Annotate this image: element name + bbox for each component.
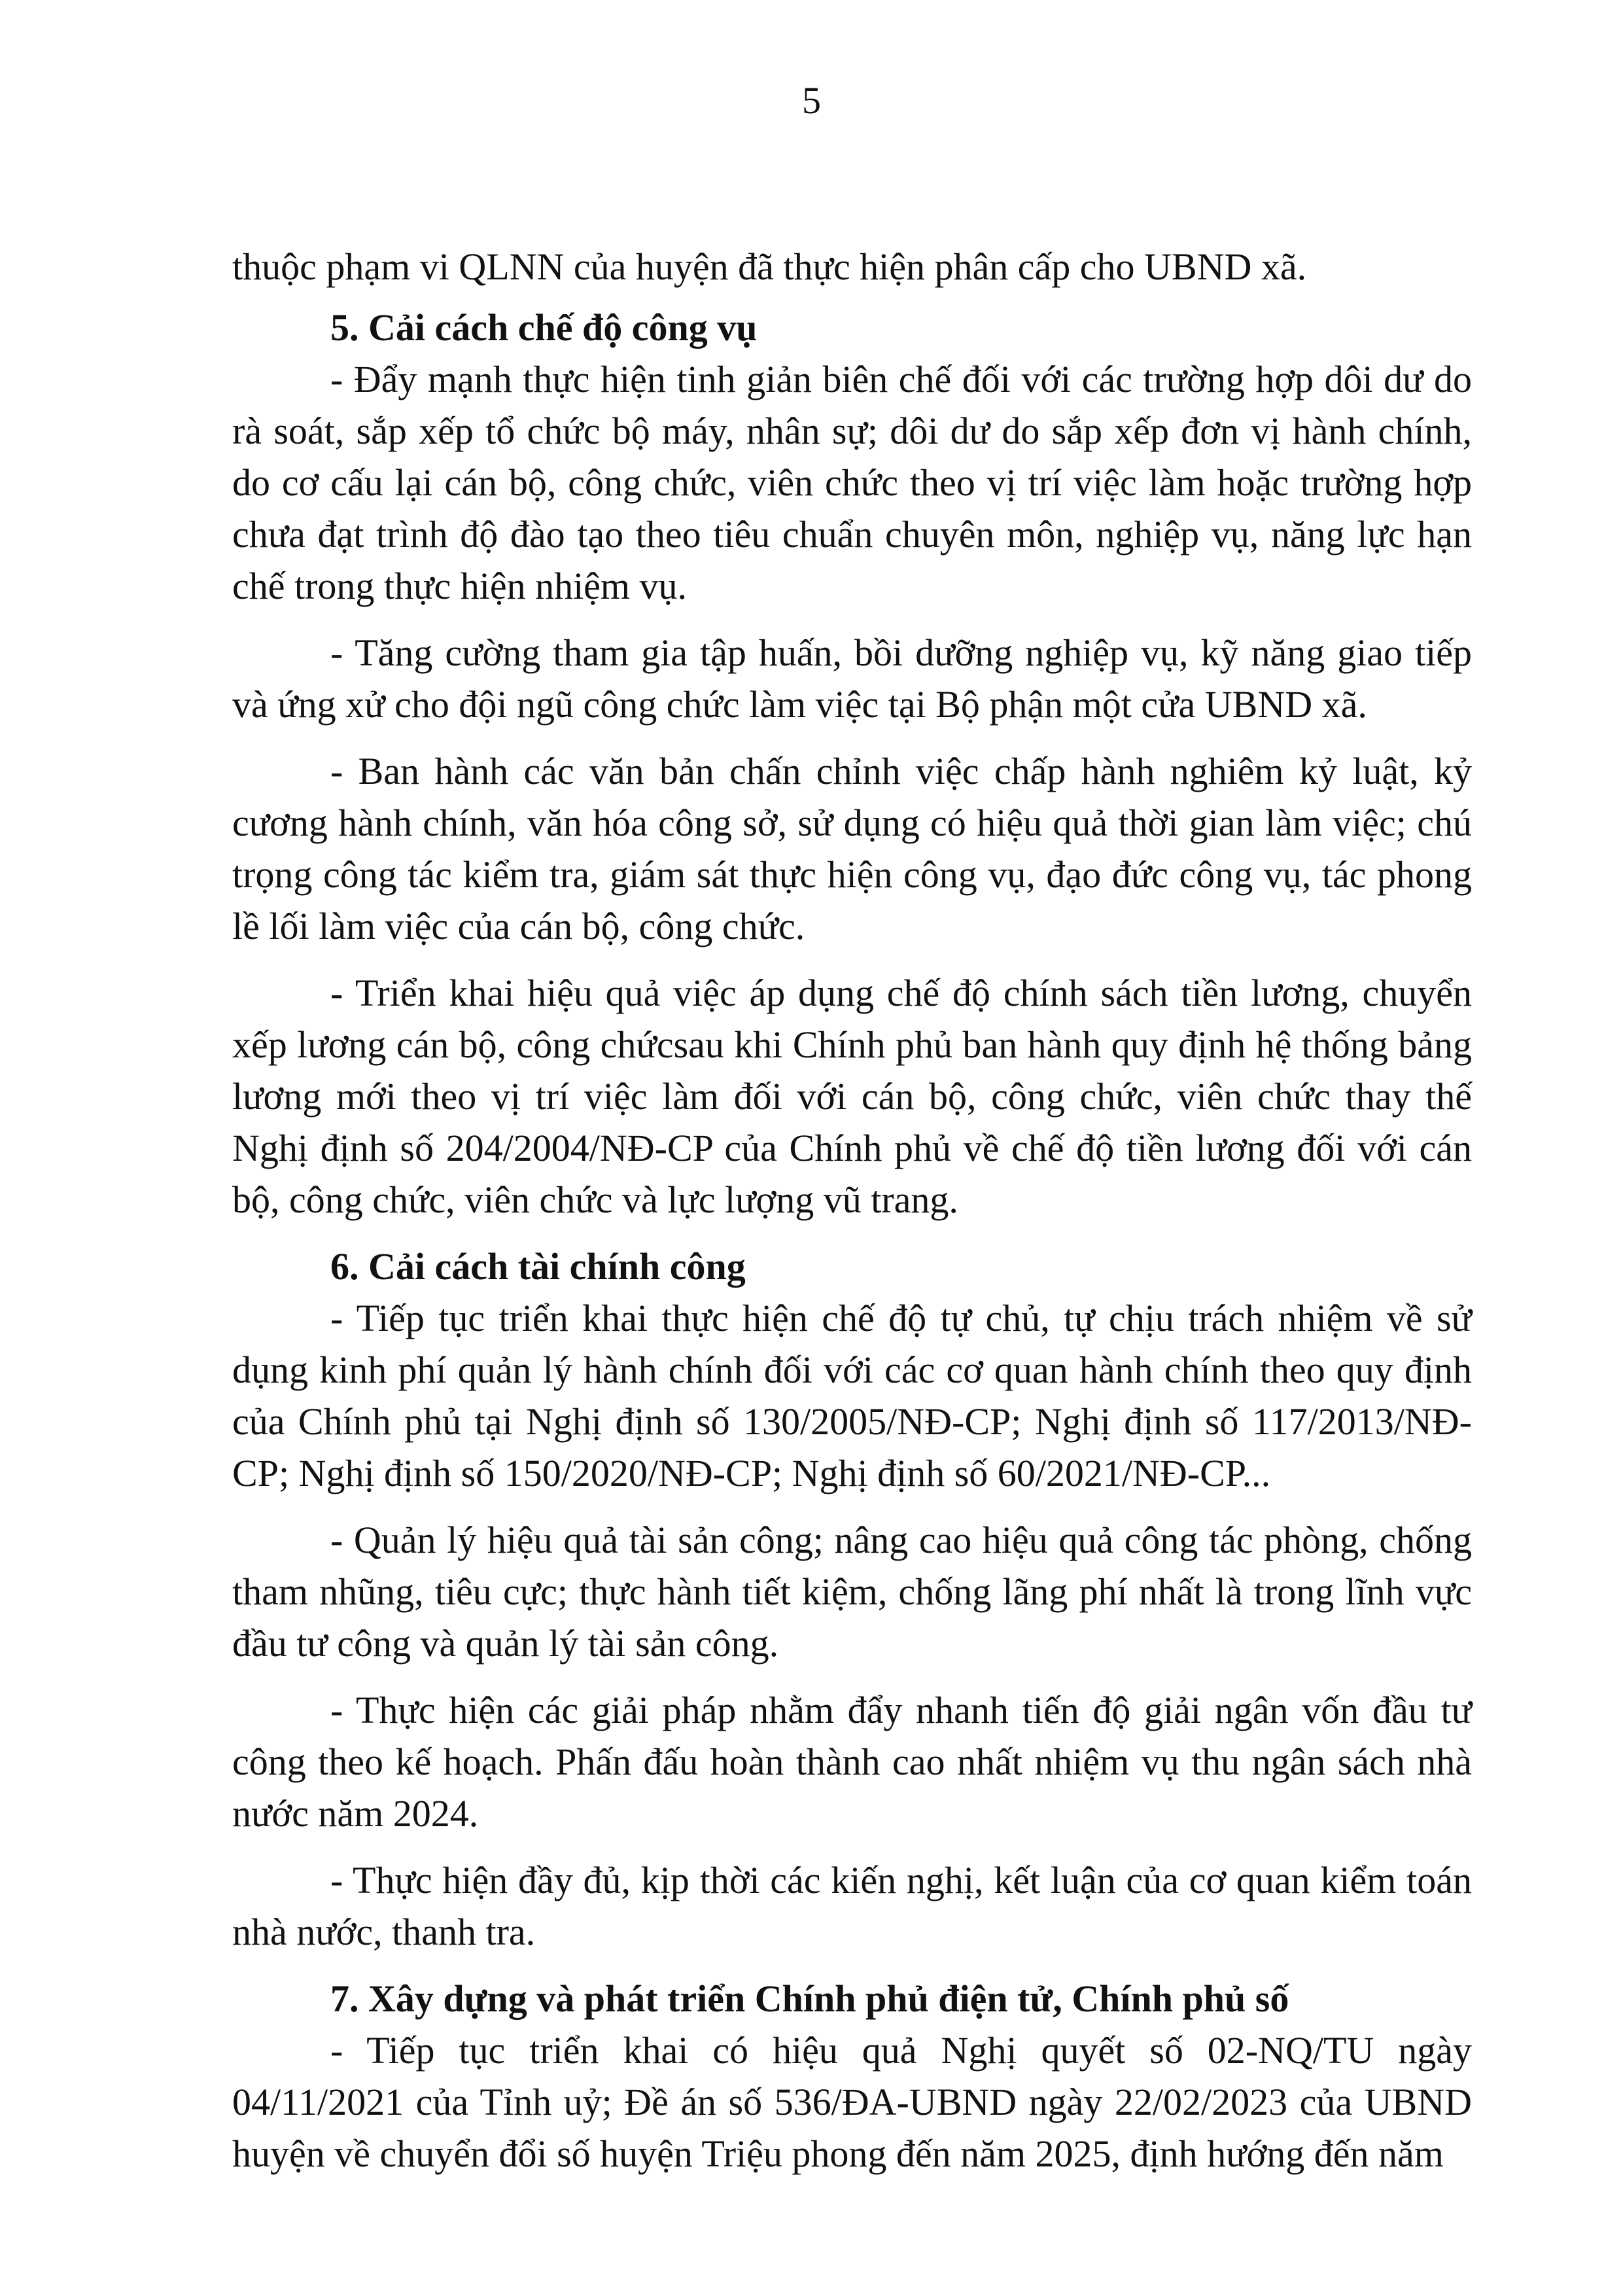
paragraph: - Tiếp tục triển khai có hiệu quả Nghị quyết số 02-NQ/TU ngày 04/11/2021 của Tỉnh uỷ; Đề án số 536/ĐA-UBND ngày 22/02/2023 của UBND huyện về chuyển đổi số huyện Triệu phong đến năm 2025, định hướng đến năm: [232, 2029, 1472, 2175]
paragraph: - Quản lý hiệu quả tài sản công; nâng cao hiệu quả công tác phòng, chống tham nhũng, tiêu cực; thực hành tiết kiệm, chống lãng phí nhất là trong lĩnh vực đầu tư công và quản lý tài sản công.: [232, 1519, 1472, 1665]
paragraph: - Ban hành các văn bản chấn chỉnh việc chấp hành nghiêm kỷ luật, kỷ cương hành chính, văn hóa công sở, sử dụng có hiệu quả thời gian làm việc; chú trọng công tác kiểm tra, giám sát thực hiện công vụ, đạo đức công vụ, tác phong lề lối làm việc của cán bộ, công chức.: [232, 750, 1472, 947]
paragraph: - Triển khai hiệu quả việc áp dụng chế độ chính sách tiền lương, chuyển xếp lương cán bộ, công chứcsau khi Chính phủ ban hành quy định hệ thống bảng lương mới theo vị trí việc làm đối với cán bộ, công chức, viên chức thay thế Nghị định số 204/2004/NĐ-CP của Chính phủ về chế độ tiền lương đối với cán bộ, công chức, viên chức và lực lượng vũ trang.: [232, 972, 1472, 1221]
section-heading-6: 6. Cải cách tài chính công: [330, 1245, 746, 1288]
section-heading-7: 7. Xây dựng và phát triển Chính phủ điện tử, Chính phủ số: [330, 1977, 1289, 2020]
document-body: [232, 241, 1472, 2195]
paragraph: - Đẩy mạnh thực hiện tinh giản biên chế đối với các trường hợp dôi dư do rà soát, sắp xếp tổ chức bộ máy, nhân sự; dôi dư do sắp xếp đơn vị hành chính, do cơ cấu lại cán bộ, công chức, viên chức theo vị trí việc làm hoặc trường hợp chưa đạt trình độ đào tạo theo tiêu chuẩn chuyên môn, nghiệp vụ, năng lực hạn chế trong thực hiện nhiệm vụ.: [232, 358, 1472, 607]
section-heading-5: 5. Cải cách chế độ công vụ: [330, 306, 758, 349]
paragraph-continuation: thuộc phạm vi QLNN của huyện đã thực hiện phân cấp cho UBND xã.: [232, 245, 1307, 288]
paragraph: - Thực hiện đầy đủ, kịp thời các kiến nghị, kết luận của cơ quan kiểm toán nhà nước, thanh tra.: [232, 1859, 1472, 1953]
page-number: 5: [802, 79, 821, 122]
paragraph: - Tăng cường tham gia tập huấn, bồi dưỡng nghiệp vụ, kỹ năng giao tiếp và ứng xử cho đội ngũ công chức làm việc tại Bộ phận một cửa UBND xã.: [232, 631, 1472, 726]
paragraph: - Tiếp tục triển khai thực hiện chế độ tự chủ, tự chịu trách nhiệm về sử dụng kinh phí quản lý hành chính đối với các cơ quan hành chính theo quy định của Chính phủ tại Nghị định số 130/2005/NĐ-CP; Nghị định số 117/2013/NĐ-CP; Nghị định số 150/2020/NĐ-CP; Nghị định số 60/2021/NĐ-CP...: [232, 1297, 1472, 1494]
paragraph: - Thực hiện các giải pháp nhằm đẩy nhanh tiến độ giải ngân vốn đầu tư công theo kế hoạch. Phấn đấu hoàn thành cao nhất nhiệm vụ thu ngân sách nhà nước năm 2024.: [232, 1689, 1472, 1835]
